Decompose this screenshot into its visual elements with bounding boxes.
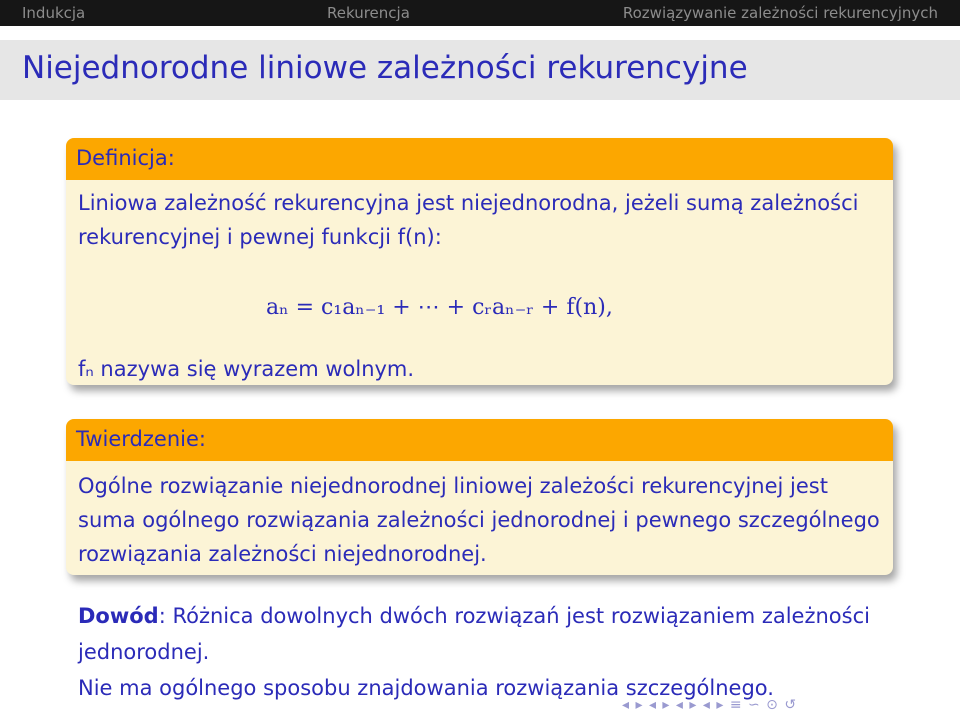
proof-line-2: Nie ma ogólnego sposobu znajdowania rozwiązania szczególnego. — [78, 676, 774, 700]
page-title: Niejednorodne liniowe zależności rekurencyjne — [22, 50, 748, 86]
beamer-navigation-symbols[interactable]: ◂ ▸ ◂ ▸ ◂ ▸ ◂ ▸ ≡ ∽ ⊙ ↺ — [622, 697, 798, 713]
proof-text: : Różnica dowolnych dwóch rozwiązań jest rozwiązaniem zależności jednorodnej. — [78, 604, 870, 664]
definition-block — [66, 138, 893, 385]
definition-header — [66, 138, 893, 180]
theorem-header-label: Twierdzenie: — [76, 427, 206, 451]
nav-section-rekurencja[interactable]: Rekurencja — [327, 4, 410, 22]
top-navigation-bar — [0, 0, 960, 26]
nav-section-indukcja[interactable]: Indukcja — [22, 4, 86, 22]
definition-footer: fₙ nazywa się wyrazem wolnym. — [78, 357, 415, 381]
theorem-block — [66, 419, 893, 575]
proof-paragraph — [78, 598, 938, 706]
theorem-header — [66, 419, 893, 461]
definition-formula: aₙ = c₁aₙ₋₁ + ⋯ + cᵣaₙ₋ᵣ + f(n), — [266, 295, 613, 320]
proof-label: Dowód — [78, 604, 159, 628]
definition-text: Liniowa zależność rekurencyjna jest niejednorodna, jeżeli sumą zależności rekurencyjnej i pewnej funkcji f(n): — [78, 191, 859, 249]
definition-header-label: Definicja: — [76, 146, 175, 170]
theorem-text: Ogólne rozwiązanie niejednorodnej liniowej zależości rekurencyjnej jest suma ogólnego rozwiązania zależności jednorodnej i pewnego szczególnego rozwiązania zależności niejednorodnej. — [78, 474, 880, 566]
nav-section-rozwiazywanie[interactable]: Rozwiązywanie zależności rekurencyjnych — [622, 4, 938, 22]
proof-line-1 — [78, 598, 938, 670]
frame-title-bar — [0, 40, 960, 100]
